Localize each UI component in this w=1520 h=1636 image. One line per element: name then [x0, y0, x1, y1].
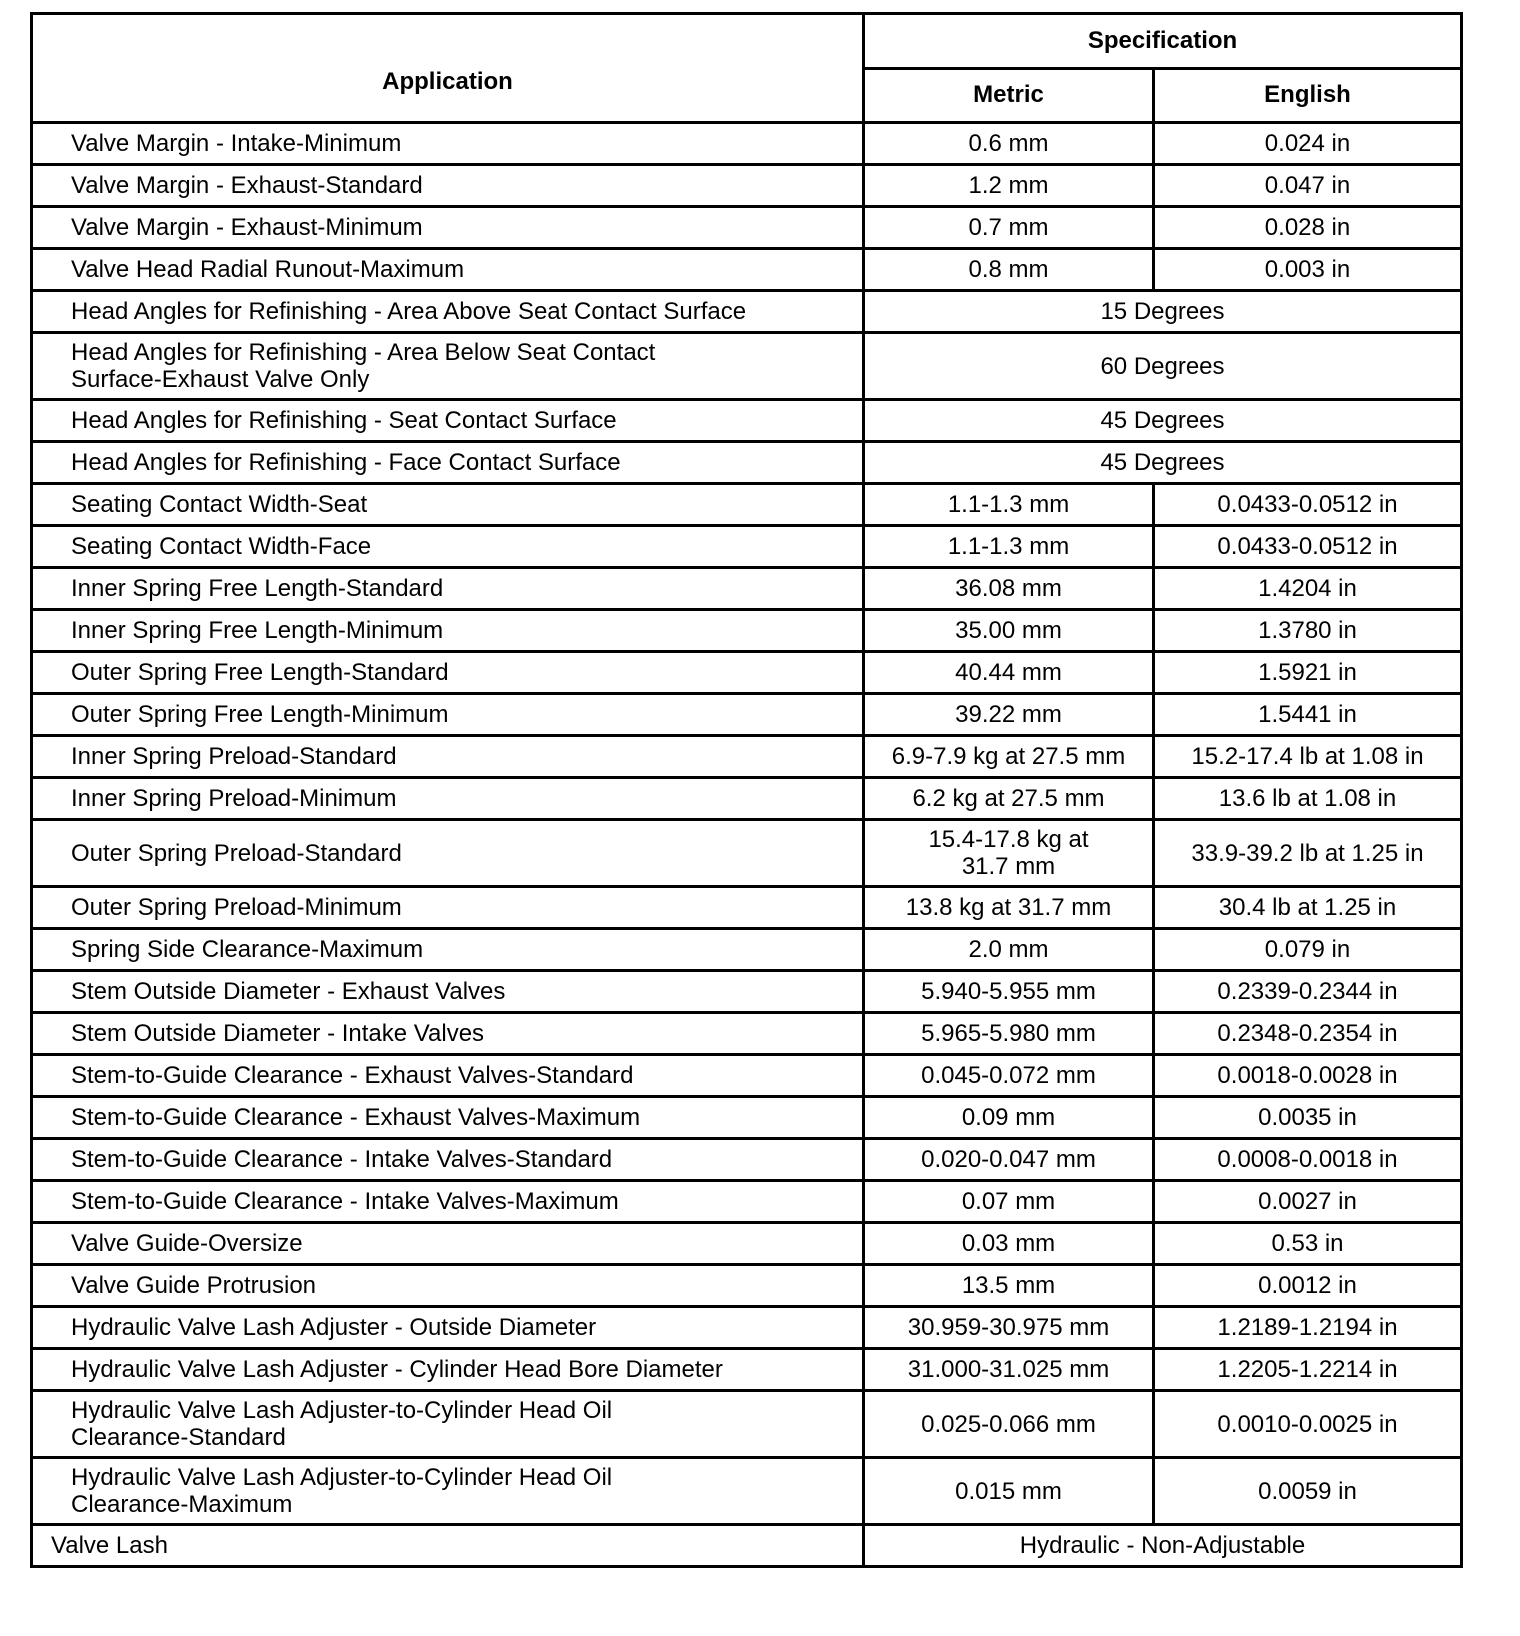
metric-cell: 36.08 mm [864, 568, 1154, 610]
metric-cell: 1.1-1.3 mm [864, 526, 1154, 568]
metric-cell: 0.07 mm [864, 1181, 1154, 1223]
application-cell: Stem Outside Diameter - Exhaust Valves [32, 971, 864, 1013]
metric-cell: 0.020-0.047 mm [864, 1139, 1154, 1181]
table-row [32, 1097, 1462, 1139]
application-cell: Seating Contact Width-Seat [32, 484, 864, 526]
english-cell: 0.0059 in [1154, 1458, 1462, 1525]
metric-cell: 5.965-5.980 mm [864, 1013, 1154, 1055]
application-cell: Valve Margin - Exhaust-Standard [32, 165, 864, 207]
application-cell: Hydraulic Valve Lash Adjuster - Cylinder Head Bore Diameter [32, 1349, 864, 1391]
english-cell: 1.2205-1.2214 in [1154, 1349, 1462, 1391]
metric-cell: 0.8 mm [864, 249, 1154, 291]
application-cell: Outer Spring Preload-Standard [32, 820, 864, 887]
english-cell: 0.0027 in [1154, 1181, 1462, 1223]
english-cell: 33.9-39.2 lb at 1.25 in [1154, 820, 1462, 887]
table-row [32, 1265, 1462, 1307]
table-row [32, 1055, 1462, 1097]
application-cell: Valve Guide Protrusion [32, 1265, 864, 1307]
metric-cell: 13.5 mm [864, 1265, 1154, 1307]
table-row [32, 291, 1462, 333]
table-row [32, 165, 1462, 207]
table-row [32, 1223, 1462, 1265]
metric-cell: 35.00 mm [864, 610, 1154, 652]
english-cell: 0.047 in [1154, 165, 1462, 207]
english-cell: 0.024 in [1154, 123, 1462, 165]
table-row [32, 1391, 1462, 1458]
english-cell: 0.0008-0.0018 in [1154, 1139, 1462, 1181]
table-row [32, 694, 1462, 736]
application-cell: Valve Head Radial Runout-Maximum [32, 249, 864, 291]
application-cell: Outer Spring Preload-Minimum [32, 887, 864, 929]
metric-cell: 0.6 mm [864, 123, 1154, 165]
english-cell: 0.079 in [1154, 929, 1462, 971]
metric-cell: 0.025-0.066 mm [864, 1391, 1154, 1458]
application-cell: Hydraulic Valve Lash Adjuster - Outside Diameter [32, 1307, 864, 1349]
application-cell: Outer Spring Free Length-Standard [32, 652, 864, 694]
metric-cell: 0.015 mm [864, 1458, 1154, 1525]
table-row [32, 778, 1462, 820]
table-row [32, 526, 1462, 568]
table-row [32, 1013, 1462, 1055]
metric-cell: 0.09 mm [864, 1097, 1154, 1139]
application-cell: Hydraulic Valve Lash Adjuster-to-Cylinder Head Oil Clearance-Maximum [32, 1458, 864, 1525]
table-row [32, 887, 1462, 929]
metric-cell: 0.7 mm [864, 207, 1154, 249]
application-cell: Head Angles for Refinishing - Seat Contact Surface [32, 400, 864, 442]
english-cell: 13.6 lb at 1.08 in [1154, 778, 1462, 820]
table-row [32, 484, 1462, 526]
english-cell: 0.0018-0.0028 in [1154, 1055, 1462, 1097]
application-cell: Valve Margin - Intake-Minimum [32, 123, 864, 165]
metric-cell: 0.03 mm [864, 1223, 1154, 1265]
application-cell: Inner Spring Preload-Standard [32, 736, 864, 778]
english-cell: 0.003 in [1154, 249, 1462, 291]
english-cell: 1.2189-1.2194 in [1154, 1307, 1462, 1349]
application-header: Application [32, 14, 864, 123]
combined-spec-cell: 60 Degrees [864, 333, 1462, 400]
table-row [32, 652, 1462, 694]
combined-spec-cell: Hydraulic - Non-Adjustable [864, 1525, 1462, 1567]
english-cell: 1.5921 in [1154, 652, 1462, 694]
metric-cell: 15.4-17.8 kg at 31.7 mm [864, 820, 1154, 887]
table-row [32, 1525, 1462, 1567]
application-cell: Head Angles for Refinishing - Area Below Seat Contact Surface-Exhaust Valve Only [32, 333, 864, 400]
table-row [32, 123, 1462, 165]
metric-cell: 0.045-0.072 mm [864, 1055, 1154, 1097]
metric-cell: 2.0 mm [864, 929, 1154, 971]
table-row [32, 442, 1462, 484]
application-cell: Outer Spring Free Length-Minimum [32, 694, 864, 736]
table-row [32, 736, 1462, 778]
application-cell: Valve Margin - Exhaust-Minimum [32, 207, 864, 249]
table-row [32, 929, 1462, 971]
english-cell: 1.5441 in [1154, 694, 1462, 736]
application-cell: Head Angles for Refinishing - Area Above Seat Contact Surface [32, 291, 864, 333]
table-row [32, 971, 1462, 1013]
english-cell: 0.028 in [1154, 207, 1462, 249]
english-cell: 15.2-17.4 lb at 1.08 in [1154, 736, 1462, 778]
english-header: English [1154, 68, 1462, 123]
application-cell: Stem Outside Diameter - Intake Valves [32, 1013, 864, 1055]
application-cell: Stem-to-Guide Clearance - Intake Valves-Maximum [32, 1181, 864, 1223]
metric-cell: 6.2 kg at 27.5 mm [864, 778, 1154, 820]
table-row [32, 400, 1462, 442]
metric-cell: 5.940-5.955 mm [864, 971, 1154, 1013]
english-cell: 1.3780 in [1154, 610, 1462, 652]
table-row [32, 820, 1462, 887]
combined-spec-cell: 15 Degrees [864, 291, 1462, 333]
table-row [32, 568, 1462, 610]
metric-cell: 40.44 mm [864, 652, 1154, 694]
english-cell: 0.0010-0.0025 in [1154, 1391, 1462, 1458]
table-row [32, 249, 1462, 291]
application-cell: Valve Guide-Oversize [32, 1223, 864, 1265]
table-row [32, 1458, 1462, 1525]
english-cell: 0.0433-0.0512 in [1154, 484, 1462, 526]
english-cell: 0.0433-0.0512 in [1154, 526, 1462, 568]
combined-spec-cell: 45 Degrees [864, 400, 1462, 442]
table-row [32, 610, 1462, 652]
english-cell: 0.53 in [1154, 1223, 1462, 1265]
table-row [32, 333, 1462, 400]
application-cell: Stem-to-Guide Clearance - Exhaust Valves-Maximum [32, 1097, 864, 1139]
metric-cell: 1.2 mm [864, 165, 1154, 207]
metric-cell: 6.9-7.9 kg at 27.5 mm [864, 736, 1154, 778]
application-cell: Hydraulic Valve Lash Adjuster-to-Cylinder Head Oil Clearance-Standard [32, 1391, 864, 1458]
application-cell: Inner Spring Preload-Minimum [32, 778, 864, 820]
metric-cell: 1.1-1.3 mm [864, 484, 1154, 526]
english-cell: 0.0035 in [1154, 1097, 1462, 1139]
english-cell: 0.2348-0.2354 in [1154, 1013, 1462, 1055]
application-cell: Inner Spring Free Length-Minimum [32, 610, 864, 652]
table-row [32, 1139, 1462, 1181]
english-cell: 0.0012 in [1154, 1265, 1462, 1307]
table-row [32, 207, 1462, 249]
metric-header: Metric [864, 68, 1154, 123]
application-cell: Head Angles for Refinishing - Face Contact Surface [32, 442, 864, 484]
english-cell: 30.4 lb at 1.25 in [1154, 887, 1462, 929]
table-row [32, 1181, 1462, 1223]
application-cell: Stem-to-Guide Clearance - Intake Valves-Standard [32, 1139, 864, 1181]
application-cell: Spring Side Clearance-Maximum [32, 929, 864, 971]
combined-spec-cell: 45 Degrees [864, 442, 1462, 484]
application-cell: Seating Contact Width-Face [32, 526, 864, 568]
table-row [32, 1307, 1462, 1349]
table-row [32, 1349, 1462, 1391]
valve-specification-table [30, 12, 1463, 1568]
application-cell: Stem-to-Guide Clearance - Exhaust Valves-Standard [32, 1055, 864, 1097]
application-cell: Inner Spring Free Length-Standard [32, 568, 864, 610]
english-cell: 1.4204 in [1154, 568, 1462, 610]
metric-cell: 31.000-31.025 mm [864, 1349, 1154, 1391]
specification-header: Specification [864, 14, 1462, 69]
application-cell: Valve Lash [32, 1525, 864, 1567]
metric-cell: 30.959-30.975 mm [864, 1307, 1154, 1349]
metric-cell: 13.8 kg at 31.7 mm [864, 887, 1154, 929]
metric-cell: 39.22 mm [864, 694, 1154, 736]
english-cell: 0.2339-0.2344 in [1154, 971, 1462, 1013]
